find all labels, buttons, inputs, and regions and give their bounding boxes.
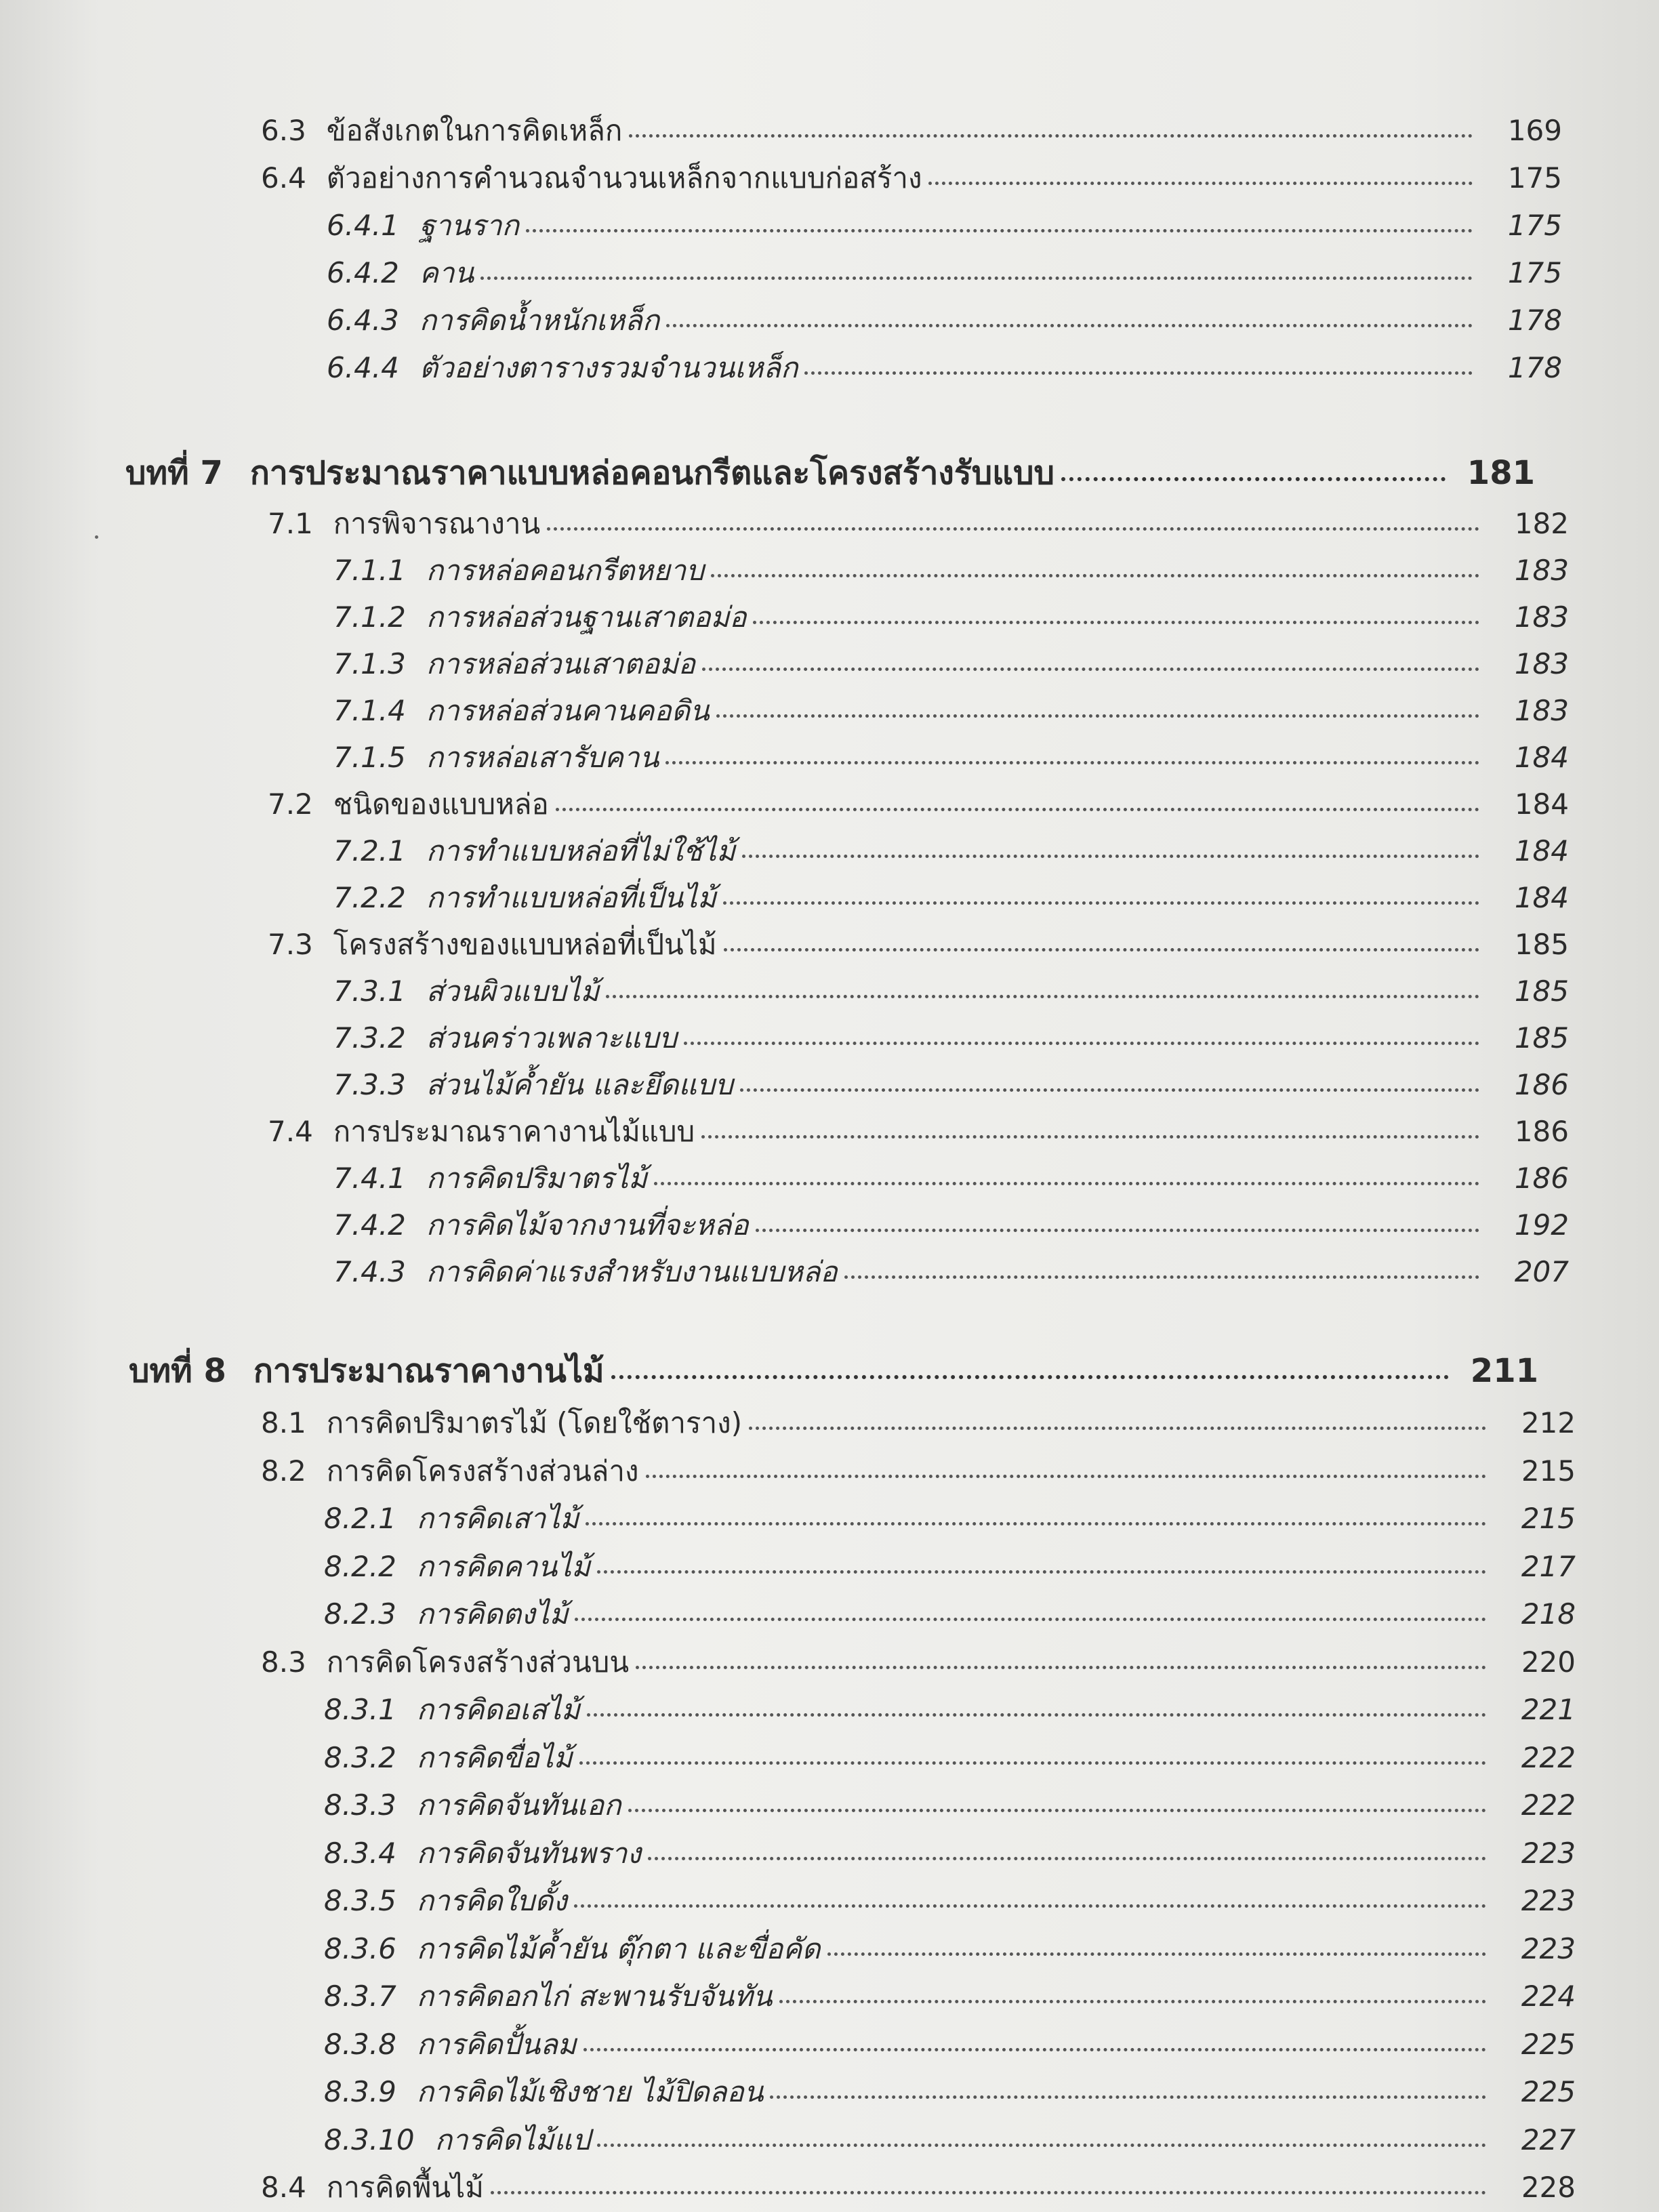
entry-title: ข้อสังเกตในการคิดเหล็ก: [326, 114, 623, 147]
entry-number: 8.2.1: [324, 1502, 396, 1535]
toc-entry: [324, 1592, 1576, 1637]
dot-leader: [586, 1522, 1486, 1525]
entry-number: 6.4.1: [327, 209, 399, 242]
toc-entry: [324, 1496, 1576, 1541]
entry-number: 7.4.3: [333, 1255, 406, 1288]
chapter-title: การประมาณราคาแบบหล่อคอนกรีตและโครงสร้างรับแบบ: [249, 454, 1054, 492]
entry-number: 7.1.4: [333, 694, 406, 727]
entry-page: 185: [1514, 1021, 1569, 1054]
entry-title: การคิดพื้นไม้: [326, 2171, 484, 2204]
toc-entry: [268, 501, 1569, 546]
entry-number: 7.2.1: [333, 834, 406, 867]
entry-number: 6.4.4: [327, 351, 399, 384]
toc-entry: [324, 1927, 1576, 1971]
entry-number: 8.3: [261, 1645, 306, 1679]
entry-title: การคิดเสาไม้: [416, 1502, 579, 1535]
entry-number: 8.3.4: [324, 1836, 396, 1870]
entry-number: 8.2: [261, 1454, 306, 1488]
entry-page: 175: [1507, 161, 1562, 194]
toc-entry: [268, 782, 1569, 827]
entry-title: การคิดน้ำหนักเหล็ก: [419, 304, 660, 337]
entry-page: 227: [1521, 2123, 1576, 2156]
entry-page: 178: [1507, 304, 1562, 337]
dot-leader: [480, 276, 1473, 280]
entry-page: 223: [1521, 1884, 1576, 1917]
entry-page: 225: [1521, 2075, 1576, 2108]
dot-leader: [629, 134, 1473, 138]
toc-entry: [327, 203, 1562, 248]
entry-number: 6.4.2: [327, 256, 399, 289]
entry-number: 8.3.7: [324, 1980, 396, 2013]
dot-leader: [665, 761, 1479, 764]
entry-title: การพิจารณางาน: [333, 507, 541, 540]
dot-leader: [587, 1713, 1486, 1717]
entry-number: 7.1.5: [333, 741, 406, 774]
entry-page: 220: [1521, 1645, 1576, 1679]
entry-title: คาน: [419, 256, 474, 289]
dot-leader: [611, 1375, 1449, 1379]
dot-leader: [827, 1952, 1486, 1956]
entry-page: 185: [1514, 975, 1569, 1008]
entry-title: การคิดอเสไม้: [416, 1693, 580, 1726]
entry-title: โครงสร้างของแบบหล่อที่เป็นไม้: [333, 928, 717, 961]
entry-title: ฐานราก: [419, 209, 519, 242]
dot-leader: [636, 1666, 1486, 1669]
entry-page: 183: [1514, 647, 1569, 680]
toc-entry: [324, 1831, 1576, 1876]
entry-page: 175: [1507, 256, 1562, 289]
toc-entry: [333, 689, 1569, 733]
entry-title: ตัวอย่างการคำนวณจำนวนเหล็กจากแบบก่อสร้าง: [326, 161, 922, 194]
entry-title: การทำแบบหล่อที่ไม่ใช้ไม้: [426, 834, 736, 867]
entry-page: 221: [1521, 1693, 1576, 1726]
entry-page: 169: [1507, 114, 1562, 147]
entry-title: การคิดตงไม้: [416, 1597, 569, 1631]
toc-entry: [324, 1687, 1576, 1732]
entry-title: การหล่อเสารับคาน: [426, 741, 659, 774]
toc-entry: [324, 1783, 1576, 1828]
entry-number: 8.3.1: [324, 1693, 396, 1726]
entry-page: 184: [1514, 787, 1569, 821]
dot-leader: [628, 1809, 1486, 1812]
dot-leader: [646, 1475, 1486, 1478]
entry-title: การคิดไม้จากงานที่จะหล่อ: [426, 1208, 749, 1242]
entry-number: 7.3.2: [333, 1021, 406, 1054]
toc-entry: [324, 2118, 1576, 2163]
toc-entry: [333, 1250, 1569, 1294]
entry-title: การคิดคานไม้: [416, 1549, 591, 1583]
toc-entry: [261, 2165, 1576, 2210]
entry-page: 215: [1521, 1502, 1576, 1535]
paper-speck: [95, 535, 98, 539]
entry-title: การประมาณราคางานไม้แบบ: [333, 1115, 695, 1148]
entry-number: 8.3.9: [324, 2075, 396, 2108]
dot-leader: [583, 2048, 1486, 2051]
entry-number: 8.3.8: [324, 2027, 396, 2061]
entry-page: 184: [1514, 741, 1569, 774]
chapter-page: 211: [1470, 1352, 1538, 1390]
entry-page: 192: [1514, 1208, 1569, 1242]
toc-entry: [333, 595, 1569, 640]
entry-page: 182: [1514, 507, 1569, 540]
dot-leader: [556, 808, 1479, 811]
toc-entry: [261, 1401, 1576, 1446]
dot-leader: [547, 527, 1479, 531]
entry-page: 222: [1521, 1740, 1576, 1774]
entry-number: 8.4: [261, 2171, 306, 2204]
entry-title: การคิดขื่อไม้: [416, 1740, 573, 1774]
dot-leader: [1061, 477, 1446, 481]
entry-page: 183: [1514, 600, 1569, 634]
entry-number: 7.2.2: [333, 881, 406, 914]
dot-leader: [742, 855, 1479, 858]
entry-title: ส่วนไม้ค้ำยัน และยึดแบบ: [426, 1068, 733, 1101]
entry-title: การคิดไม้ค้ำยัน ตุ๊กตา และขื่อคัด: [416, 1931, 821, 1965]
entry-number: 7.3.3: [333, 1068, 406, 1101]
entry-page: 222: [1521, 1788, 1576, 1822]
entry-number: 6.4: [261, 161, 306, 194]
entry-page: 223: [1521, 1836, 1576, 1870]
dot-leader: [928, 182, 1473, 185]
entry-title: การคิดโครงสร้างส่วนล่าง: [326, 1454, 639, 1488]
entry-title: ส่วนคร่าวเพลาะแบบ: [426, 1021, 677, 1054]
entry-number: 7.4.2: [333, 1208, 406, 1242]
entry-page: 217: [1521, 1549, 1576, 1583]
entry-page: 228: [1521, 2171, 1576, 2204]
dot-leader: [779, 2000, 1487, 2003]
entry-title: การคิดปริมาตรไม้ (โดยใช้ตาราง): [326, 1406, 742, 1439]
toc-entry: [333, 548, 1569, 593]
entry-page: 223: [1521, 1931, 1576, 1965]
entry-title: การหล่อส่วนฐานเสาตอม่อ: [426, 600, 747, 634]
entry-page: 186: [1514, 1115, 1569, 1148]
entry-page: 207: [1514, 1255, 1569, 1288]
dot-leader: [804, 371, 1473, 375]
entry-number: 8.3.5: [324, 1884, 396, 1917]
dot-leader: [491, 2191, 1486, 2194]
toc-entry: [324, 1544, 1576, 1589]
dot-leader: [756, 1229, 1479, 1232]
toc-entry: [327, 298, 1562, 343]
toc-entry: [333, 1203, 1569, 1248]
dot-leader: [526, 229, 1473, 232]
toc-entry: [324, 1879, 1576, 1923]
dot-leader: [606, 995, 1479, 998]
toc-entry: [324, 2070, 1576, 2114]
entry-page: 178: [1507, 351, 1562, 384]
dot-leader: [684, 1042, 1479, 1045]
toc-entry: [268, 922, 1569, 967]
toc-entry: [333, 829, 1569, 874]
entry-title: การคิดโครงสร้างส่วนบน: [326, 1645, 630, 1679]
toc-entry: [333, 876, 1569, 920]
dot-leader: [575, 1618, 1486, 1621]
dot-leader: [716, 714, 1479, 718]
toc-entry: [333, 1016, 1569, 1061]
entry-page: 225: [1521, 2027, 1576, 2061]
entry-page: 183: [1514, 694, 1569, 727]
toc-entry: [261, 156, 1562, 201]
entry-page: 184: [1514, 881, 1569, 914]
toc-entry: [333, 1063, 1569, 1107]
dot-leader: [844, 1275, 1479, 1279]
dot-leader: [702, 668, 1479, 671]
entry-page: 212: [1521, 1406, 1576, 1439]
entry-number: 8.3.6: [324, 1931, 396, 1965]
entry-page: 215: [1521, 1454, 1576, 1488]
chapter-heading: [129, 1345, 1538, 1397]
dot-leader: [597, 1570, 1486, 1574]
entry-page: 185: [1514, 928, 1569, 961]
entry-number: 6.3: [261, 114, 306, 147]
dot-leader: [749, 1427, 1486, 1430]
dot-leader: [654, 1182, 1479, 1185]
dot-leader: [740, 1088, 1479, 1092]
toc-entry: [333, 1156, 1569, 1201]
toc-entry: [261, 108, 1562, 153]
chapter-heading: [125, 447, 1535, 499]
toc-entry: [261, 1640, 1576, 1685]
entry-number: 7.3: [268, 928, 313, 961]
entry-title: การคิดไม้เชิงชาย ไม้ปิดลอน: [416, 2075, 764, 2108]
entry-title: ชนิดของแบบหล่อ: [333, 787, 549, 821]
entry-number: 7.3.1: [333, 975, 406, 1008]
dot-leader: [711, 574, 1479, 577]
entry-title: การคิดอกไก่ สะพานรับจันทัน: [416, 1980, 773, 2013]
chapter-page: 181: [1467, 454, 1535, 492]
toc-entry: [324, 1974, 1576, 2019]
dot-leader: [770, 2095, 1486, 2099]
entry-number: 6.4.3: [327, 304, 399, 337]
entry-title: การคิดไม้แป: [434, 2123, 591, 2156]
chapter-label: บทที่ 7: [125, 454, 223, 492]
entry-page: 186: [1514, 1068, 1569, 1101]
entry-number: 7.4.1: [333, 1162, 406, 1195]
toc-entry: [333, 735, 1569, 780]
entry-number: 8.3.3: [324, 1788, 396, 1822]
entry-title: ส่วนผิวแบบไม้: [426, 975, 600, 1008]
entry-number: 8.1: [261, 1406, 306, 1439]
entry-page: 186: [1514, 1162, 1569, 1195]
toc-entry: [261, 1449, 1576, 1494]
toc-entry: [268, 1109, 1569, 1154]
toc-entry: [333, 969, 1569, 1014]
dot-leader: [579, 1761, 1486, 1765]
entry-page: 224: [1521, 1980, 1576, 2013]
dot-leader: [666, 324, 1473, 327]
entry-title: การหล่อคอนกรีตหยาบ: [426, 554, 704, 587]
entry-title: การหล่อส่วนเสาตอม่อ: [426, 647, 696, 680]
toc-entry: [324, 1736, 1576, 1780]
dot-leader: [597, 2144, 1486, 2147]
dot-leader: [701, 1135, 1479, 1139]
dot-leader: [648, 1857, 1486, 1860]
entry-number: 8.3.2: [324, 1740, 396, 1774]
entry-number: 8.3.10: [324, 2123, 415, 2156]
chapter-title: การประมาณราคางานไม้: [253, 1352, 605, 1390]
entry-number: 7.2: [268, 787, 313, 821]
entry-title: การหล่อส่วนคานคอดิน: [426, 694, 710, 727]
dot-leader: [724, 948, 1479, 951]
toc-entry: [327, 346, 1562, 390]
toc-entry: [324, 2022, 1576, 2067]
entry-title: การคิดจันทันเอก: [416, 1788, 621, 1822]
entry-title: การคิดค่าแรงสำหรับงานแบบหล่อ: [426, 1255, 838, 1288]
toc-entry: [333, 642, 1569, 687]
entry-page: 175: [1507, 209, 1562, 242]
entry-title: การทำแบบหล่อที่เป็นไม้: [426, 881, 716, 914]
entry-number: 7.1.1: [333, 554, 406, 587]
dot-leader: [723, 901, 1479, 905]
entry-page: 218: [1521, 1597, 1576, 1631]
entry-number: 8.2.3: [324, 1597, 396, 1631]
entry-title: การคิดจันทันพราง: [416, 1836, 641, 1870]
entry-page: 184: [1514, 834, 1569, 867]
entry-title: การคิดใบดั้ง: [416, 1884, 567, 1917]
entry-title: การคิดปริมาตรไม้: [426, 1162, 647, 1195]
dot-leader: [753, 621, 1479, 624]
entry-number: 7.1.3: [333, 647, 406, 680]
chapter-label: บทที่ 8: [129, 1352, 226, 1390]
entry-number: 7.4: [268, 1115, 313, 1148]
entry-number: 7.1.2: [333, 600, 406, 634]
dot-leader: [574, 1904, 1486, 1908]
entry-number: 8.2.2: [324, 1549, 396, 1583]
toc-entry: [327, 251, 1562, 295]
entry-number: 7.1: [268, 507, 313, 540]
entry-page: 183: [1514, 554, 1569, 587]
entry-title: ตัวอย่างตารางรวมจำนวนเหล็ก: [419, 351, 798, 384]
entry-title: การคิดปั้นลม: [416, 2027, 577, 2061]
